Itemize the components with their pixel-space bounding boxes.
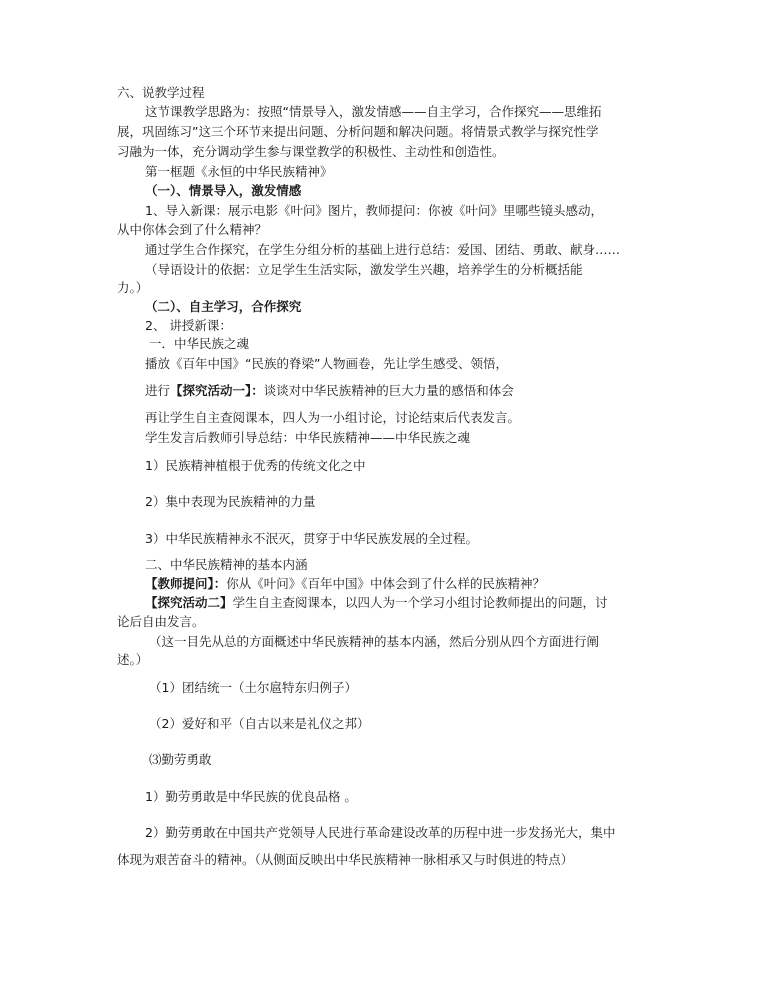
sub-item-2: （2）爱好和平（自古以来是礼仪之邦） [149, 716, 370, 731]
part-one-line-3: 通过学生合作探究，在学生分组分析的基础上进行总结：爱国、团结、勇敢、献身…… [145, 242, 621, 257]
sub-item-3-point-2: 2）勤劳勇敢在中国共产党领导人民进行革命建设改革的历程中进一步发扬光大，集中 [145, 825, 616, 840]
list-item-3: 3）中华民族精神永不泯灭，贯穿于中华民族发展的全过程。 [145, 531, 478, 546]
section-two-title: 二、中华民族精神的基本内涵 [145, 557, 308, 572]
note-line-2: 述。） [117, 652, 149, 667]
part-two-line-5: 再让学生自主查阅课本，四人为一小组讨论，讨论结束后代表发言。 [145, 410, 521, 425]
list-item-2: 2）集中表现为民族精神的力量 [145, 494, 316, 509]
teacher-question-line [145, 576, 545, 592]
part-one-line-4: （导语设计的依据：立足学生生活实际，激发学生兴趣，培养学生的分析概括能 [145, 262, 583, 277]
teacher-question-text: 你从《叶问》《百年中国》中体会到了什么样的民族精神？ [226, 576, 546, 591]
list-item-1: 1）民族精神植根于优秀的传统文化之中 [145, 458, 366, 473]
part-two-line-3: 播放《百年中国》“民族的脊梁”人物画卷，先让学生感受、领悟， [145, 356, 508, 371]
part-one-line-5: 力。） [117, 280, 149, 295]
note-line-1: （这一目先从总的方面概述中华民族精神的基本内涵，然后分别从四个方面进行阐 [149, 634, 600, 649]
activity-one-label: 【探究活动一】： [170, 383, 264, 398]
activity-two-label: 【探究活动二】 [145, 595, 233, 610]
sub-item-3-point-1: 1）勤劳勇敢是中华民族的优良品格 。 [145, 789, 357, 804]
intro-line-1: 这节课教学思路为：按照“情景导入，激发情感——自主学习，合作探究——思维拓 [145, 104, 602, 119]
intro-line-2: 展，巩固练习”这三个环节来提出问题、分析问题和解决问题。将情景式教学与探究性学 [117, 124, 599, 139]
part-one-line-2: 从中你体会到了什么精神？ [117, 222, 268, 237]
sub-item-3: ⑶勤劳勇敢 [149, 752, 212, 767]
activity-two-text: 学生自主查阅课本，以四人为一个学习小组讨论教师提出的问题，讨 [232, 595, 608, 610]
activity-two-line [145, 595, 608, 611]
teacher-question-label: 【教师提问】： [145, 576, 227, 591]
activity-two-line-2: 论后自由发言。 [117, 614, 205, 629]
intro-line-3: 习融为一体，充分调动学生参与课堂教学的积极性、主动性和创造性。 [117, 144, 505, 159]
part-one-title: （一）、情景导入，激发情感 [145, 183, 302, 198]
part-two-line-2: 一．中华民族之魂 [149, 336, 250, 351]
frame-title: 第一框题《永恒的中华民族精神》 [145, 164, 333, 179]
part-two-line-6: 学生发言后教师引导总结：中华民族精神——中华民族之魂 [145, 430, 471, 445]
part-two-title: （二）、自主学习，合作探究 [145, 299, 302, 314]
section-six-title: 六、说教学过程 [117, 85, 205, 100]
part-one-line-1: 1、导入新课：展示电影《叶问》图片，教师提问：你被《叶问》里哪些镜头感动， [145, 203, 603, 218]
sub-item-1: （1）团结统一（土尔扈特东归例子） [149, 680, 357, 695]
activity-one-line [145, 383, 514, 399]
part-two-line-1: 2、 讲授新课： [145, 318, 232, 333]
sub-item-3-point-2-cont: 体现为艰苦奋斗的精神。（从侧面反映出中华民族精神一脉相承又与时俱进的特点） [117, 852, 574, 867]
activity-one-lead: 进行 [145, 383, 171, 398]
activity-one-text: 谈谈对中华民族精神的巨大力量的感悟和体会 [263, 383, 514, 398]
